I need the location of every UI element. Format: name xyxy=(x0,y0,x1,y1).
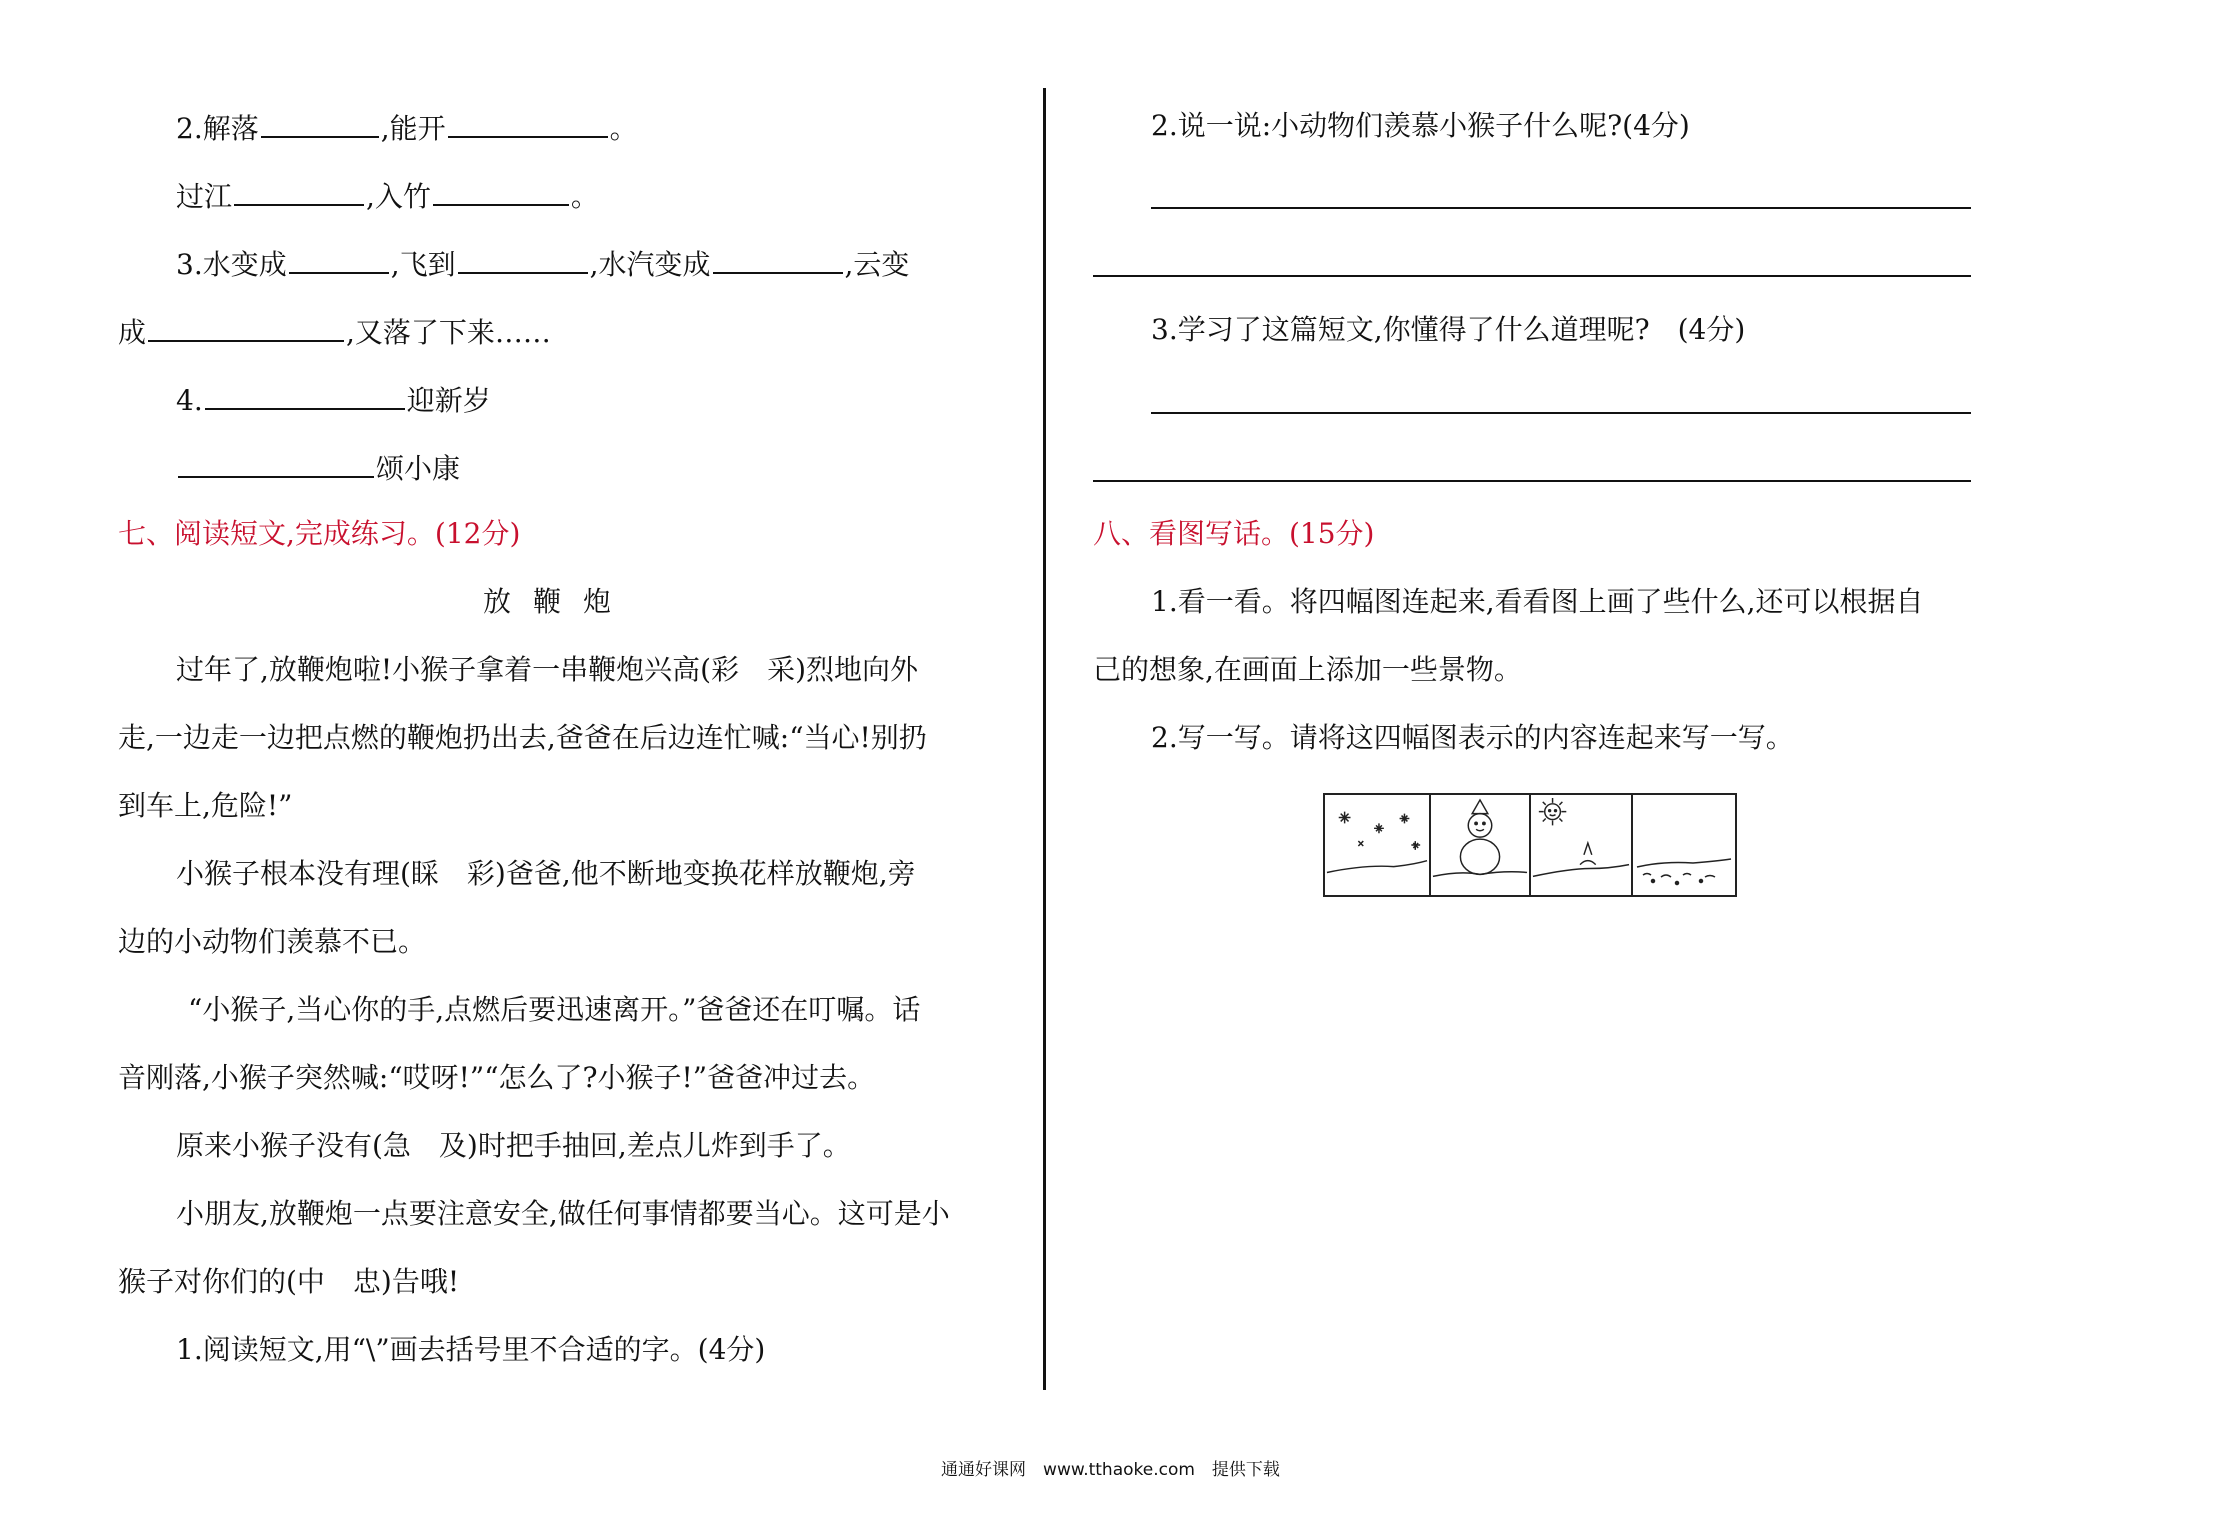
section-8-heading: 八、看图写话。(15分) xyxy=(1093,517,1375,550)
passage-p2-line2: 边的小动物们羡慕不已。 xyxy=(118,925,427,958)
blank[interactable] xyxy=(178,446,374,478)
answer-line[interactable] xyxy=(1093,480,1971,482)
passage-p1-line3: 到车上,危险!” xyxy=(118,789,293,822)
picture-sun-melting xyxy=(1531,795,1633,895)
passage-p1-line1: 过年了,放鞭炮啦!小猴子拿着一串鞭炮兴高(彩 采)烈地向外 xyxy=(176,653,919,686)
picture-snowman xyxy=(1431,795,1531,895)
passage-p4-line1: 原来小猴子没有(急 及)时把手抽回,差点儿炸到手了。 xyxy=(176,1129,851,1162)
blank[interactable] xyxy=(448,106,608,138)
question-7-2: 2.说一说:小动物们羡慕小猴子什么呢?(4分) xyxy=(1151,109,1690,142)
blank[interactable] xyxy=(148,310,344,342)
section-7-heading: 七、阅读短文,完成练习。(12分) xyxy=(118,517,521,550)
question-8-1-line2: 己的想象,在画面上添加一些景物。 xyxy=(1093,653,1522,686)
passage-p1-line2: 走,一边走一边把点燃的鞭炮扔出去,爸爸在后边连忙喊:“当心!别扔 xyxy=(118,721,927,754)
passage-p5-line2: 猴子对你们的(中 忠)告哦! xyxy=(118,1265,460,1298)
picture-strip xyxy=(1323,793,1737,897)
answer-line[interactable] xyxy=(1151,207,1971,209)
question-7-3: 3.学习了这篇短文,你懂得了什么道理呢? (4分) xyxy=(1151,313,1746,346)
answer-line[interactable] xyxy=(1093,275,1971,277)
blank[interactable] xyxy=(234,174,364,206)
blank[interactable] xyxy=(433,174,569,206)
snowman-icon xyxy=(1431,795,1529,895)
picture-melted xyxy=(1633,795,1735,895)
snowfall-icon xyxy=(1325,795,1429,895)
passage-p3-line2: 音刚落,小猴子突然喊:“哎呀!”“怎么了?小猴子!”爸爸冲过去。 xyxy=(118,1061,876,1094)
blank[interactable] xyxy=(458,242,588,274)
passage-p2-line1: 小猴子根本没有理(睬 彩)爸爸,他不断地变换花样放鞭炮,旁 xyxy=(176,857,916,890)
q3-line1: 3.水变成 ,飞到 ,水汽变成 ,云变 xyxy=(176,242,998,285)
blank[interactable] xyxy=(261,106,379,138)
passage-title: 放鞭炮 xyxy=(482,585,633,618)
picture-snowfall xyxy=(1325,795,1431,895)
q4-line1: 4. 迎新岁 xyxy=(176,378,998,421)
q2-line2: 过江 ,入竹 。 xyxy=(176,174,998,217)
blank[interactable] xyxy=(713,242,843,274)
passage-p5-line1: 小朋友,放鞭炮一点要注意安全,做任何事情都要当心。这可是小 xyxy=(176,1197,950,1230)
blank[interactable] xyxy=(289,242,389,274)
melted-snow-icon xyxy=(1633,795,1735,895)
column-divider xyxy=(1043,88,1046,1390)
sun-icon xyxy=(1531,795,1631,895)
footer-credit: 通通好课网 www.tthaoke.com 提供下载 xyxy=(941,1460,1280,1480)
q3-line2: 成 ,又落了下来…… xyxy=(118,310,998,353)
q2-line1: 2.解落 ,能开 。 xyxy=(176,106,998,149)
passage-p3-line1: “小猴子,当心你的手,点燃后要迅速离开。”爸爸还在叮嘱。话 xyxy=(188,993,921,1026)
answer-line[interactable] xyxy=(1151,412,1971,414)
question-7-1: 1.阅读短文,用“\”画去括号里不合适的字。(4分) xyxy=(176,1333,766,1366)
q4-line2: 颂小康 xyxy=(176,446,998,489)
blank[interactable] xyxy=(205,378,405,410)
question-8-2: 2.写一写。请将这四幅图表示的内容连起来写一写。 xyxy=(1151,721,1794,754)
question-8-1-line1: 1.看一看。将四幅图连起来,看看图上画了些什么,还可以根据自 xyxy=(1151,585,1924,618)
